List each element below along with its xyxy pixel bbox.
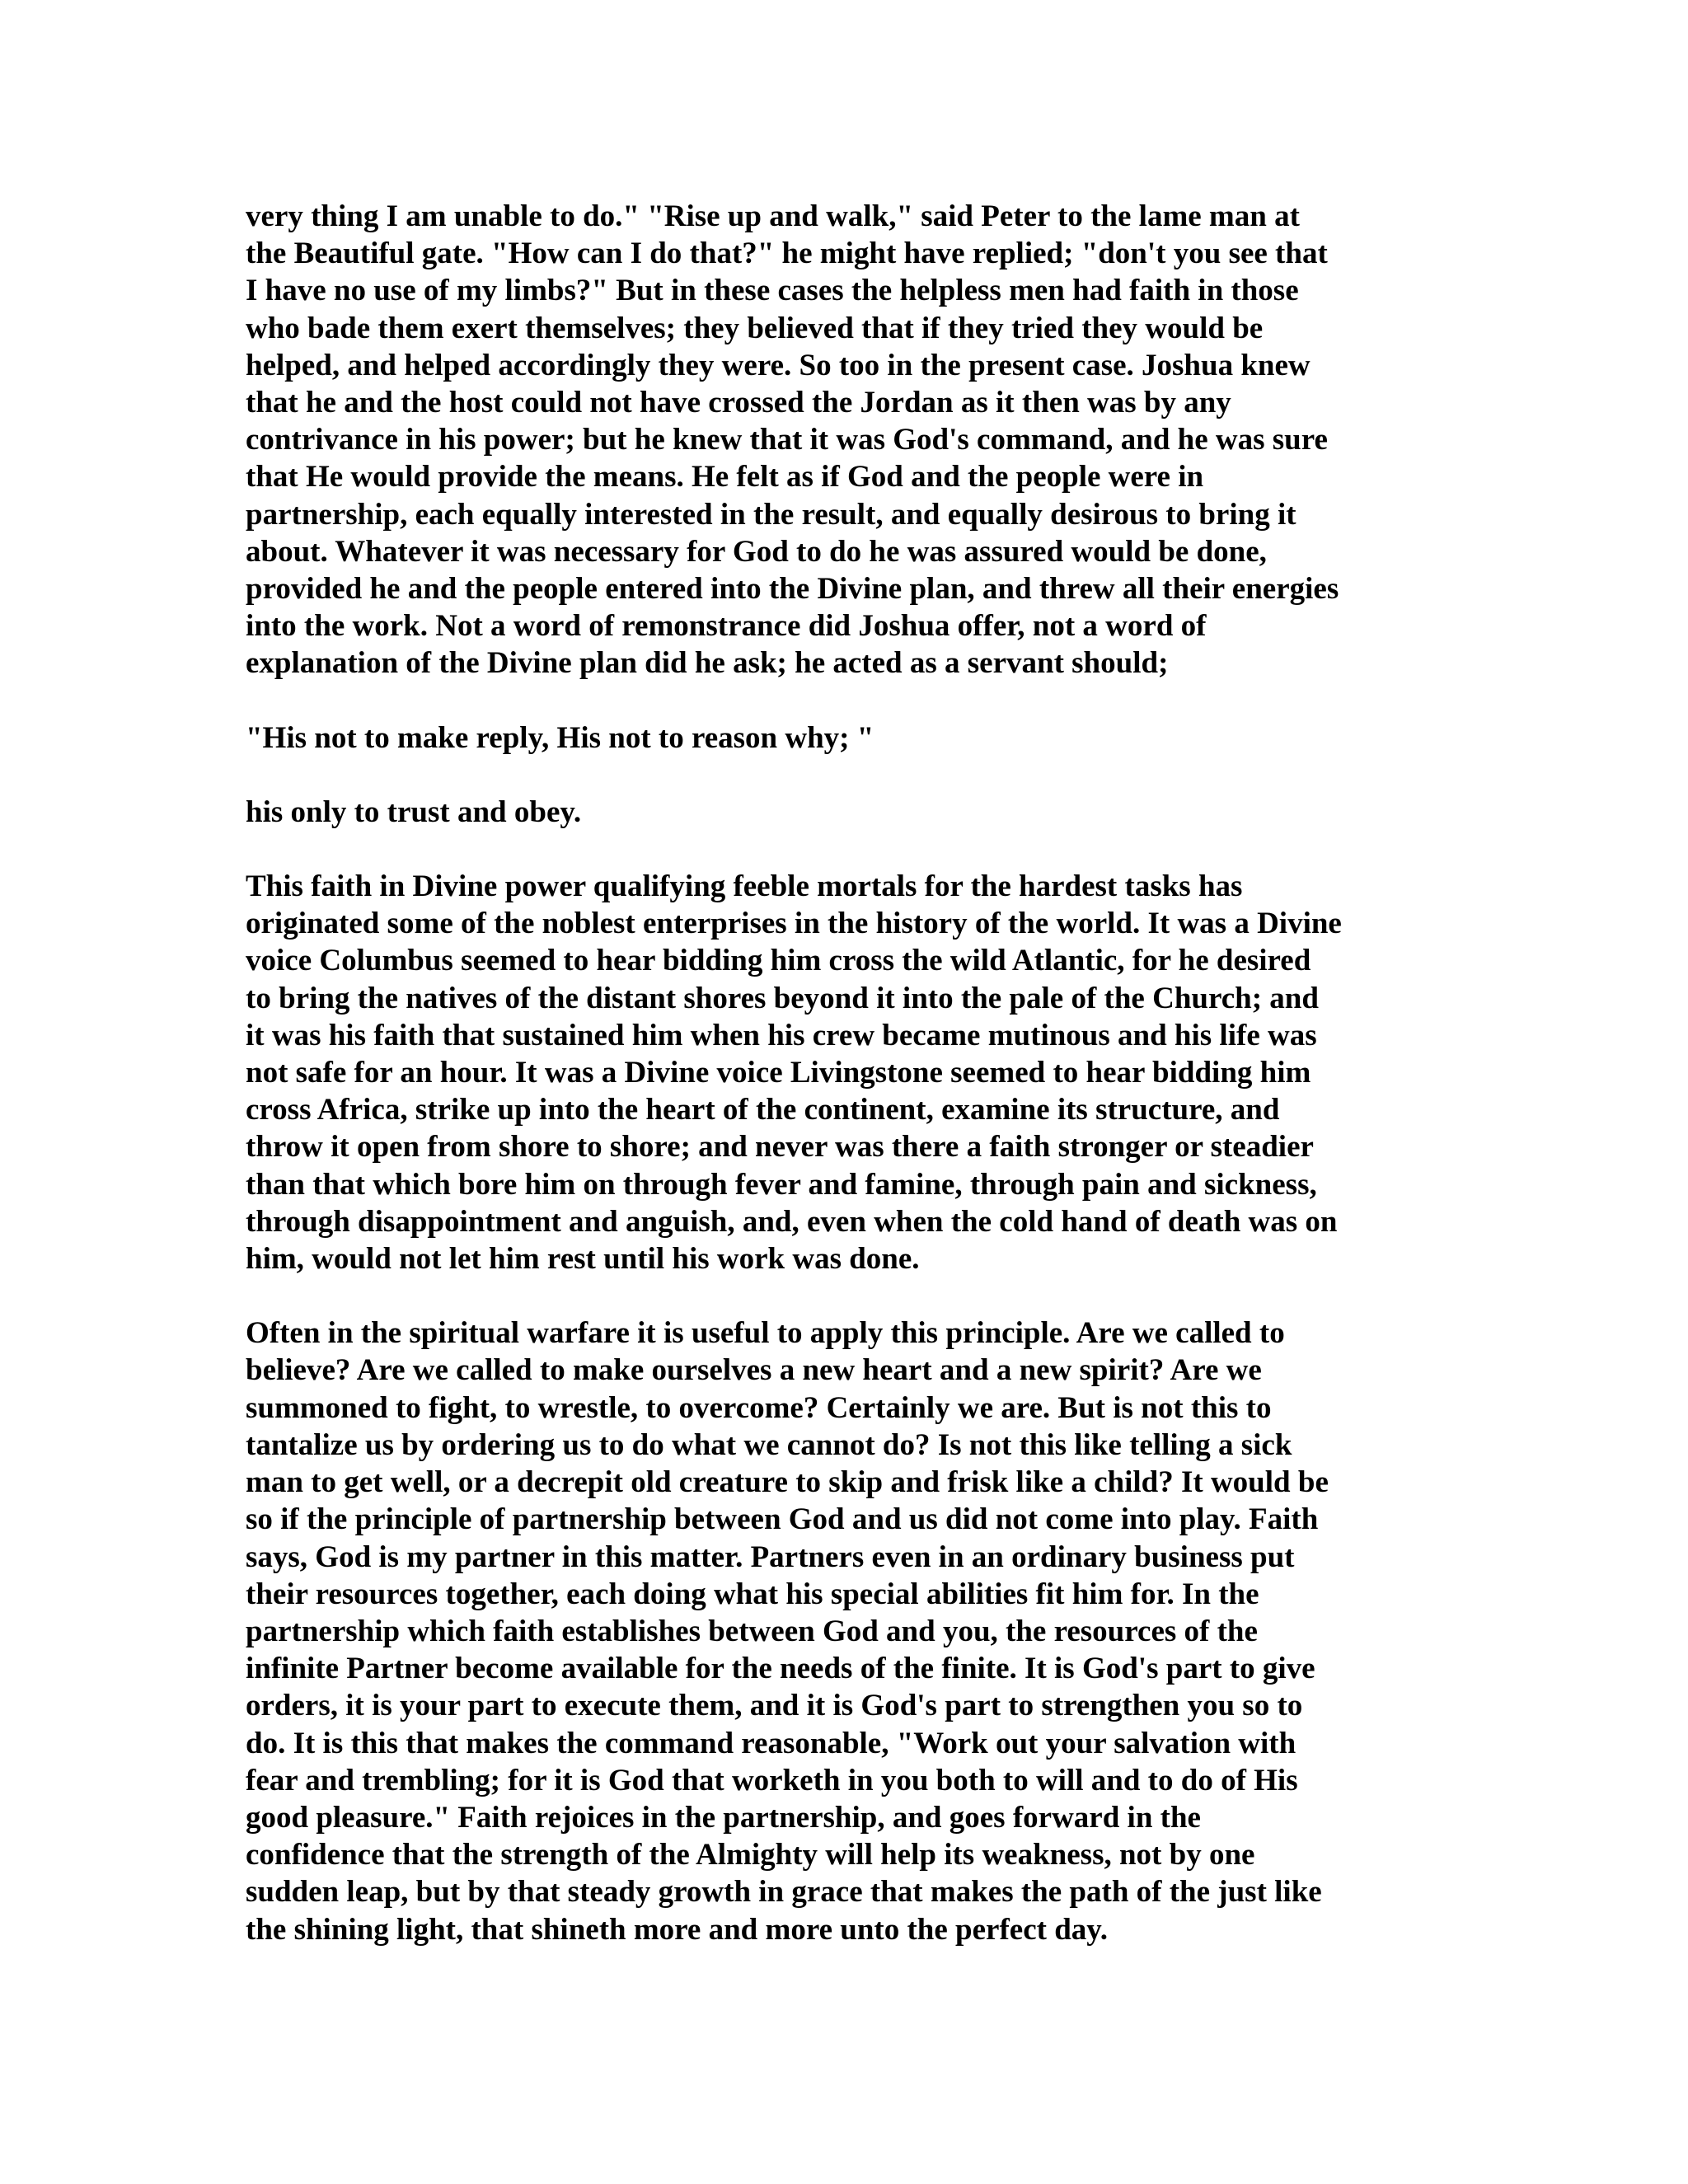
text-line: orders, it is your part to execute them, and it is God's part to strengthen you so to xyxy=(246,1689,1303,1723)
paragraph-spacer xyxy=(246,1277,1442,1315)
text-line: into the work. Not a word of remonstrance did Joshua offer, not a word of xyxy=(246,609,1207,644)
text-line: sudden leap, but by that steady growth in grace that makes the path of the just like xyxy=(246,1875,1322,1910)
text-line: "His not to make reply, His not to reason why; " xyxy=(246,720,874,755)
paragraph xyxy=(246,794,1442,831)
text-line: him, would not let him rest until his work was done. xyxy=(246,1242,920,1277)
text-line: that He would provide the means. He felt as if God and the people were in xyxy=(246,460,1204,494)
text-line: through disappointment and anguish, and, even when the cold hand of death was on xyxy=(246,1204,1338,1239)
text-line: not safe for an hour. It was a Divine voice Livingstone seemed to hear bidding him xyxy=(246,1056,1311,1090)
text-line: than that which bore him on through fever and famine, through pain and sickness, xyxy=(246,1167,1317,1202)
text-line: voice Columbus seemed to hear bidding him cross the wild Atlantic, for he desired xyxy=(246,944,1311,978)
text-line: says, God is my partner in this matter. Partners even in an ordinary business put xyxy=(246,1540,1295,1574)
text-line: about. Whatever it was necessary for God to do he was assured would be done, xyxy=(246,534,1267,569)
text-line: summoned to fight, to wrestle, to overcome? Certainly we are. But is not this to xyxy=(246,1390,1272,1425)
text-line: explanation of the Divine plan did he ask; he acted as a servant should; xyxy=(246,646,1169,681)
text-line: contrivance in his power; but he knew that it was God's command, and he was sure xyxy=(246,423,1328,457)
text-line: it was his faith that sustained him when his crew became mutinous and his life was xyxy=(246,1018,1317,1052)
text-line: provided he and the people entered into the Divine plan, and threw all their energies xyxy=(246,572,1339,607)
text-line: This faith in Divine power qualifying feeble mortals for the hardest tasks has xyxy=(246,869,1243,904)
text-line: to bring the natives of the distant shores beyond it into the pale of the Church; and xyxy=(246,981,1319,1015)
text-line: cross Africa, strike up into the heart of the continent, examine its structure, and xyxy=(246,1093,1280,1127)
text-line: believe? Are we called to make ourselves a new heart and a new spirit? Are we xyxy=(246,1353,1262,1388)
paragraph-spacer xyxy=(246,757,1442,794)
text-line: partnership which faith establishes between God and you, the resources of the xyxy=(246,1614,1258,1648)
paragraph xyxy=(246,719,1442,757)
text-line: do. It is this that makes the command reasonable, "Work out your salvation with xyxy=(246,1726,1296,1760)
text-line: I have no use of my limbs?" But in these cases the helpless men had faith in those xyxy=(246,274,1299,308)
text-line: the shining light, that shineth more and more unto the perfect day. xyxy=(246,1912,1108,1947)
text-line: who bade them exert themselves; they believed that if they tried they would be xyxy=(246,311,1264,345)
paragraph-spacer xyxy=(246,831,1442,868)
text-line: fear and trembling; for it is God that worketh in you both to will and to do of His xyxy=(246,1763,1298,1797)
paragraph xyxy=(246,868,1442,1277)
text-line: man to get well, or a decrepit old creature to skip and frisk like a child? It would be xyxy=(246,1465,1329,1500)
text-line: helped, and helped accordingly they were. So too in the present case. Joshua knew xyxy=(246,348,1311,382)
text-line: infinite Partner become available for the needs of the finite. It is God's part to give xyxy=(246,1652,1315,1686)
text-line: tantalize us by ordering us to do what we cannot do? Is not this like telling a sick xyxy=(246,1427,1292,1462)
paragraph xyxy=(246,198,1442,682)
text-line: so if the principle of partnership between God and us did not come into play. Faith xyxy=(246,1502,1319,1537)
text-line: good pleasure." Faith rejoices in the partnership, and goes forward in the xyxy=(246,1800,1201,1835)
text-line: that he and the host could not have crossed the Jordan as it then was by any xyxy=(246,386,1231,420)
paragraph-spacer xyxy=(246,682,1442,719)
text-line: confidence that the strength of the Almighty will help its weakness, not by one xyxy=(246,1838,1255,1872)
text-line: Often in the spiritual warfare it is useful to apply this principle. Are we called to xyxy=(246,1316,1285,1351)
text-line: originated some of the noblest enterprises in the history of the world. It was a Divine xyxy=(246,907,1342,941)
text-line: his only to trust and obey. xyxy=(246,794,582,829)
text-line: the Beautiful gate. "How can I do that?" he might have replied; "don't you see that xyxy=(246,237,1328,271)
text-line: partnership, each equally interested in the result, and equally desirous to bring it xyxy=(246,497,1296,532)
text-line: throw it open from shore to shore; and never was there a faith stronger or steadier xyxy=(246,1130,1314,1165)
text-line: their resources together, each doing what his special abilities fit him for. In the xyxy=(246,1577,1259,1611)
text-line: very thing I am unable to do." "Rise up and walk," said Peter to the lame man at xyxy=(246,199,1300,233)
paragraph xyxy=(246,1315,1442,1947)
document-body xyxy=(246,198,1442,1948)
